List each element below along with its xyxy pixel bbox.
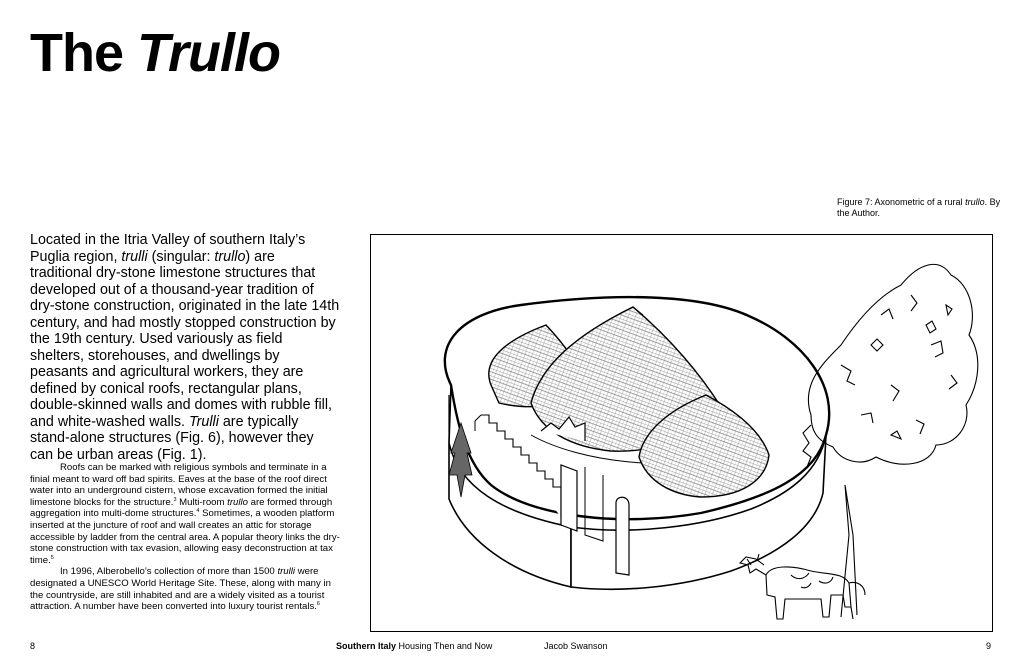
intro-text-2: (singular: bbox=[151, 248, 211, 265]
caption-rest: . By the Author. bbox=[837, 197, 1001, 218]
large-tree bbox=[803, 264, 978, 617]
body-paragraph-1 bbox=[30, 462, 340, 566]
page-number-right: 9 bbox=[986, 641, 992, 651]
body-text-b1: In 1996, Alberobello’s collection of more than 1500 bbox=[60, 566, 275, 578]
axonometric-figure bbox=[370, 234, 993, 632]
intro-term-trullo: trullo bbox=[214, 248, 246, 265]
caption-label: Figure 7: Axonometric of a rural bbox=[837, 197, 963, 207]
intro-text-1: Located in the Itria Valley of southern Italy’s Puglia region, bbox=[30, 232, 306, 265]
body-text-a3: are formed through aggregation into multi-dome structures. bbox=[30, 496, 333, 520]
figure-caption bbox=[837, 197, 1007, 219]
intro-text-4: are typically stand-alone structures (Fig. 6), however they can be urban areas (Fig. 1). bbox=[30, 413, 314, 463]
footnote-ref[interactable]: 4 bbox=[196, 508, 200, 515]
intro-text-3: ) are traditional dry-stone limestone structures that developed out of a thousand-year tradition of dry-stone construction, originated in the late 14th century, and had mostly stopped construction by the 19th century. Used variously as field shelters, storehouses, and dwellings by peasants and agricultural workers, they are defined by conical roofs, rectangular plans, double-skinned walls and domes with rubble fill, and white-washed walls. bbox=[30, 248, 340, 430]
footnote-ref[interactable]: 5 bbox=[50, 554, 54, 561]
intro-term-trulli: trulli bbox=[121, 248, 148, 265]
body-term-trullo: trullo bbox=[227, 496, 248, 508]
page-number-left: 8 bbox=[30, 641, 36, 651]
door-1 bbox=[561, 465, 577, 531]
footnote-ref[interactable]: 3 bbox=[173, 496, 177, 503]
author-name: Jacob Swanson bbox=[544, 641, 608, 651]
body-paragraph-2 bbox=[30, 566, 340, 612]
footnote-ref[interactable]: 6 bbox=[316, 600, 320, 607]
running-title-bold: Southern Italy bbox=[336, 641, 397, 651]
intro-paragraph bbox=[30, 232, 340, 463]
caption-term: trullo bbox=[965, 197, 985, 207]
body-text-a4: Sometimes, a wooden platform inserted at the juncture of roof and wall creates an attic for storage accessible by ladder from the central area. A popular theory links the dry-stone construction with tax evasion, allowing easy deconstruction at tax time. bbox=[30, 508, 340, 566]
title-word-the: The bbox=[30, 23, 124, 83]
body-text-b2: were designated a UNESCO World Heritage Site. These, along with many in the countryside, are still inhabited and are a widely visited as a tourist attraction. A number have been converted into luxury tourist rentals. bbox=[30, 566, 331, 613]
trullo-axonometric-drawing bbox=[371, 235, 993, 632]
door-2 bbox=[616, 497, 629, 575]
running-title-rest: Housing Then and Now bbox=[398, 641, 493, 651]
intro-term-trulli-2: Trulli bbox=[188, 413, 219, 430]
body-text bbox=[30, 462, 340, 613]
running-title bbox=[336, 641, 492, 652]
title-word-trullo: Trullo bbox=[137, 23, 281, 83]
body-text-a1: Roofs can be marked with religious symbols and terminate in a finial meant to ward off bad spirits. Eaves at the base of the roof direct water into an underground cistern, whose excavation formed the initial limestone blocks for the structure. bbox=[30, 462, 328, 508]
body-term-trulli: trulli bbox=[277, 566, 296, 578]
page-title bbox=[30, 23, 281, 83]
body-text-a2: Multi-room bbox=[179, 496, 225, 508]
